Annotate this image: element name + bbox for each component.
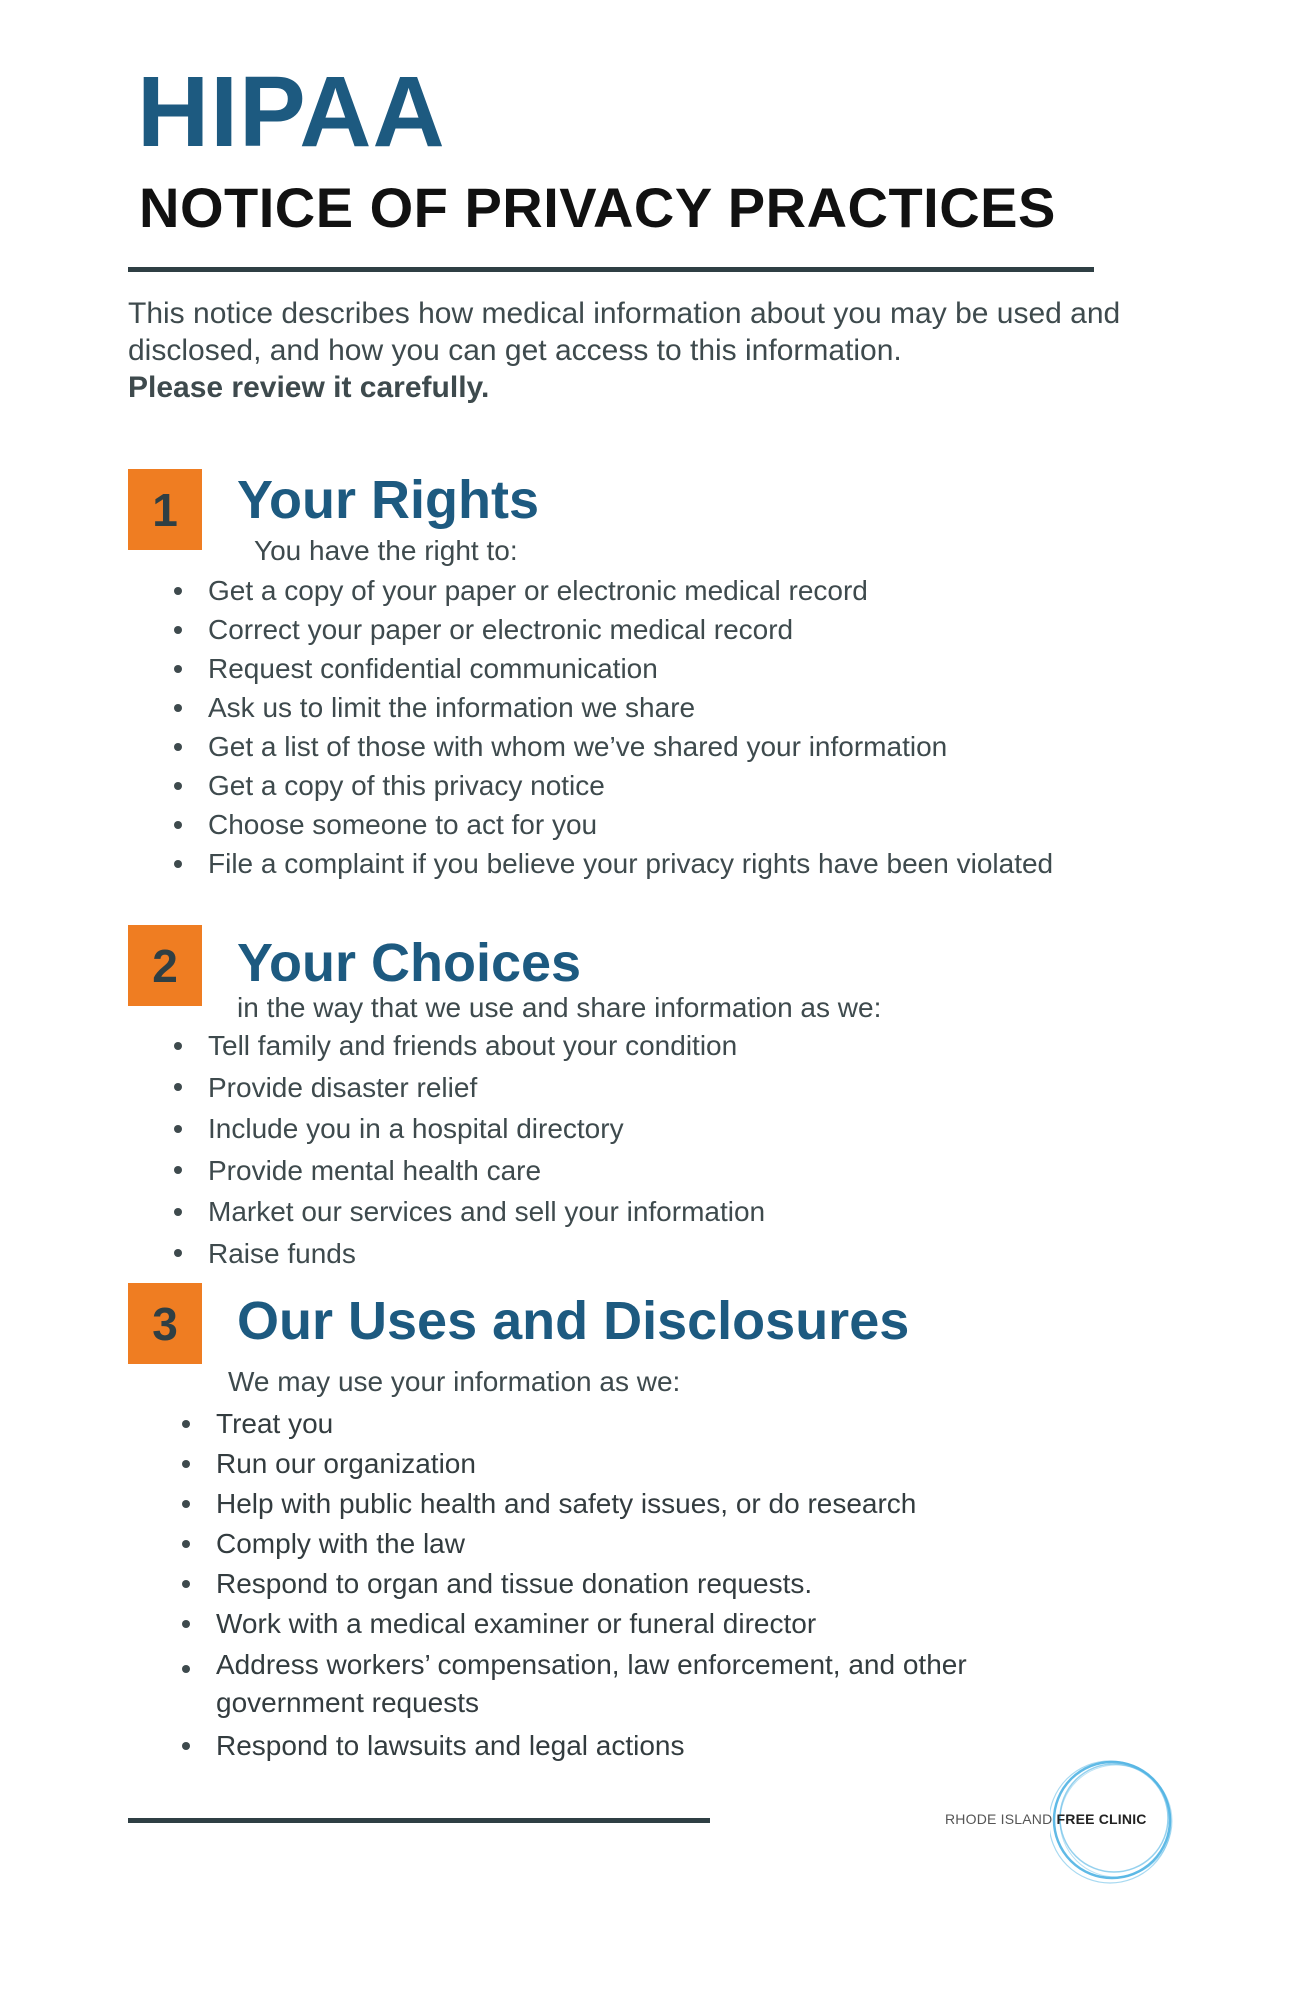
list-item: Comply with the law xyxy=(176,1524,1116,1564)
intro-paragraph xyxy=(128,295,1128,406)
list-item: Run our organization xyxy=(176,1444,1116,1484)
list-item: Raise funds xyxy=(168,1233,765,1275)
section-1-intro: You have the right to: xyxy=(254,535,518,566)
section-2-title: Your Choices xyxy=(237,933,582,993)
logo-wordmark xyxy=(945,1811,1147,1827)
logo-text-light: RHODE ISLAND xyxy=(945,1811,1053,1827)
document-subtitle: NOTICE OF PRIVACY PRACTICES xyxy=(139,176,1056,239)
list-item: Request confidential communication xyxy=(168,649,1053,688)
list-item: Provide mental health care xyxy=(168,1150,765,1192)
section-3-intro: We may use your information as we: xyxy=(228,1366,681,1397)
section-1-number-badge: 1 xyxy=(128,469,202,550)
section-2-number-badge: 2 xyxy=(128,925,202,1006)
list-item: Choose someone to act for you xyxy=(168,805,1053,844)
list-item: File a complaint if you believe your privacy rights have been violated xyxy=(168,844,1053,883)
section-3-number-badge: 3 xyxy=(128,1283,202,1364)
intro-emphasis: Please review it carefully. xyxy=(128,371,490,404)
list-item: Treat you xyxy=(176,1404,1116,1444)
list-item: Respond to lawsuits and legal actions xyxy=(176,1726,1116,1766)
list-item: Get a copy of this privacy notice xyxy=(168,766,1053,805)
section-2-intro: in the way that we use and share information as we: xyxy=(237,992,882,1023)
list-item: Ask us to limit the information we share xyxy=(168,688,1053,727)
list-item: Help with public health and safety issues, or do research xyxy=(176,1484,1116,1524)
bottom-divider xyxy=(128,1818,710,1823)
logo-text-bold: FREE CLINIC xyxy=(1056,1811,1147,1827)
list-item: Get a copy of your paper or electronic medical record xyxy=(168,571,1053,610)
section-3-title: Our Uses and Disclosures xyxy=(237,1291,910,1351)
list-item: Market our services and sell your information xyxy=(168,1191,765,1233)
intro-text: This notice describes how medical information about you may be used and disclosed, and how you can get access to this information. xyxy=(128,297,1121,367)
list-item: Correct your paper or electronic medical record xyxy=(168,610,1053,649)
uses-list xyxy=(176,1404,1116,1766)
list-item: Tell family and friends about your condition xyxy=(168,1025,765,1067)
list-item: Work with a medical examiner or funeral director xyxy=(176,1604,1116,1644)
list-item: Respond to organ and tissue donation requests. xyxy=(176,1564,1116,1604)
document-title: HIPAA xyxy=(137,56,446,168)
top-divider xyxy=(128,267,1094,272)
rights-list xyxy=(168,571,1053,883)
list-item: Provide disaster relief xyxy=(168,1067,765,1109)
section-1-title: Your Rights xyxy=(237,470,539,530)
choices-list xyxy=(168,1025,765,1274)
list-item: Address workers’ compensation, law enforcement, and other government requests xyxy=(176,1644,1116,1726)
clinic-logo xyxy=(945,1750,1185,1890)
list-item: Include you in a hospital directory xyxy=(168,1108,765,1150)
list-item: Get a list of those with whom we’ve shared your information xyxy=(168,727,1053,766)
